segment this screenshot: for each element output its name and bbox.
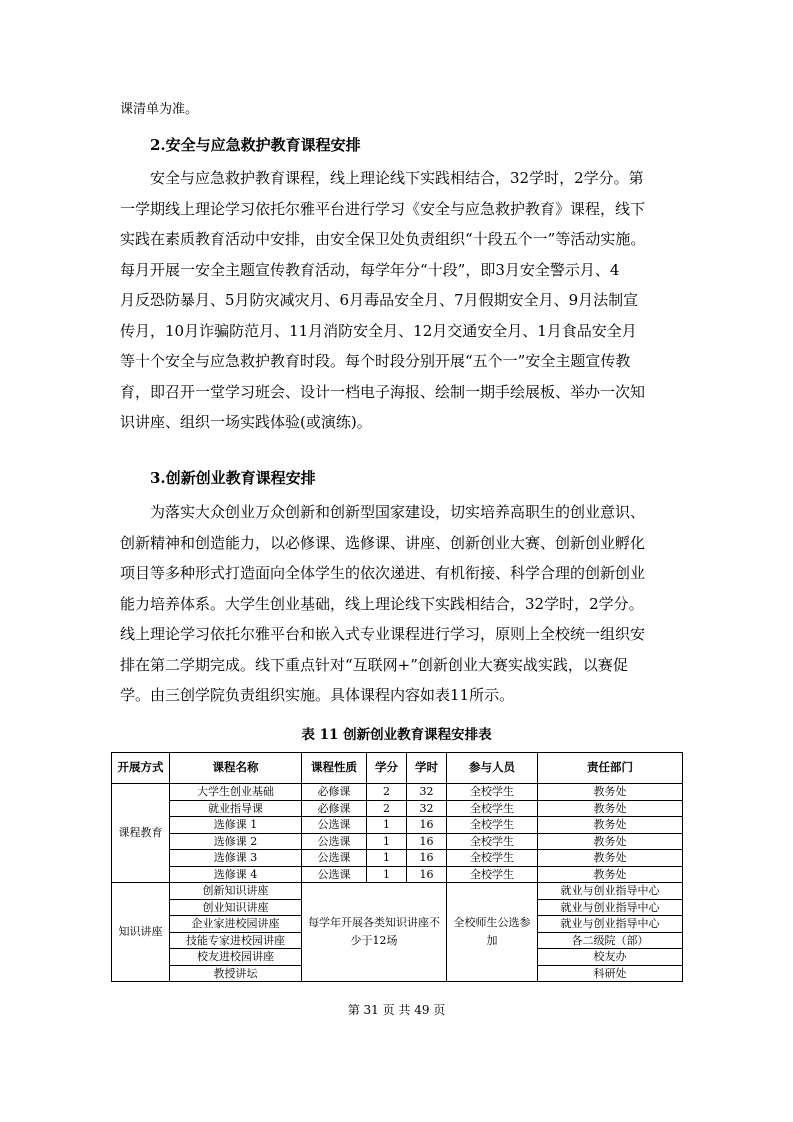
table-cell: 教授讲坛 (170, 965, 302, 982)
paragraph-line: 线上理论学习依托尔雅平台和嵌入式专业课程进行学习，原则上全校统一组织安 (120, 625, 646, 643)
paragraph-line: 为落实大众创业万众创新和创新型国家建设，切实培养高职生的创业意识、 (150, 503, 646, 521)
table-cell: 16 (407, 850, 447, 867)
table-cell: 公选课 (302, 833, 367, 850)
table-cell: 企业家进校园讲座 (170, 916, 302, 933)
table-cell: 就业与创业指导中心 (538, 883, 683, 900)
paragraph-line: 识讲座、组织一场实践体验(或演练)。 (120, 413, 372, 431)
header-cell: 学分 (367, 753, 407, 784)
table-cell: 教务处 (538, 817, 683, 834)
table-cell: 16 (407, 817, 447, 834)
table-cell: 全校学生 (447, 800, 538, 817)
table-cell: 公选课 (302, 850, 367, 867)
table-cell: 就业与创业指导中心 (538, 916, 683, 933)
section-2-paragraph (120, 163, 680, 438)
table-cell: 就业指导课 (170, 800, 302, 817)
header-cell: 课程名称 (170, 753, 302, 784)
table-cell: 就业与创业指导中心 (538, 899, 683, 916)
table-cell: 选修课 1 (170, 817, 302, 834)
table-cell: 选修课 2 (170, 833, 302, 850)
table-cell: 教务处 (538, 833, 683, 850)
table-cell: 16 (407, 833, 447, 850)
paragraph-line: 学。由三创学院负责组织实施。具体课程内容如表11所示。 (120, 686, 515, 704)
paragraph-line: 能力培养体系。大学生创业基础，线上理论线下实践相结合，32学时，2学分。 (120, 594, 644, 613)
table-caption: 表 11 创新创业教育课程安排表 (301, 727, 492, 743)
table-cell: 全校学生 (447, 850, 538, 867)
table-cell: 创业知识讲座 (170, 899, 302, 916)
table-cell: 教务处 (538, 850, 683, 867)
table-row (112, 850, 683, 867)
header-cell: 参与人员 (447, 753, 538, 784)
table-cell: 选修课 3 (170, 850, 302, 867)
table-cell: 技能专家进校园讲座 (170, 932, 302, 949)
section-3-paragraph (120, 497, 680, 711)
group-label-cell: 课程教育 (112, 784, 170, 883)
table-row (112, 883, 683, 900)
table-cell: 公选课 (302, 866, 367, 883)
paragraph-line: 一学期线上理论学习依托尔雅平台进行学习《安全与应急救护教育》课程，线下 (120, 199, 646, 218)
table-cell: 2 (367, 784, 407, 801)
table-cell: 全校学生 (447, 817, 538, 834)
table-cell: 1 (367, 833, 407, 850)
table-cell: 大学生创业基础 (170, 784, 302, 801)
table-row (112, 800, 683, 817)
table-row (112, 833, 683, 850)
table-header-row (112, 753, 683, 784)
paragraph-line: 安全与应急救护教育课程，线上理论线下实践相结合，32学时，2学分。第 (150, 169, 644, 187)
table-cell: 16 (407, 866, 447, 883)
page-footer: 第 31 页 共 49 页 (347, 1003, 446, 1017)
merged-nature-cell: 每学年开展各类知识讲座不少于12场 (302, 883, 447, 982)
table-cell: 2 (367, 800, 407, 817)
top-line: 课清单为准。 (120, 102, 199, 117)
merged-people-cell: 全校师生公选参加 (447, 883, 538, 982)
table-cell: 必修课 (302, 800, 367, 817)
table-cell: 1 (367, 817, 407, 834)
section-2-title: 2.安全与应急救护教育课程安排 (150, 136, 361, 154)
table-cell: 全校学生 (447, 784, 538, 801)
table-cell: 全校学生 (447, 833, 538, 850)
table-cell: 全校学生 (447, 866, 538, 883)
paragraph-line: 创新精神和创造能力，以必修课、选修课、讲座、创新创业大赛、创新创业孵化 (120, 533, 646, 552)
paragraph-line: 每月开展一安全主题宣传教育活动，每学年分“十段”，即3月安全警示月、4 (120, 260, 620, 279)
paragraph-line: 实践在素质教育活动中安排，由安全保卫处负责组织“十段五个一”等活动实施。 (120, 230, 646, 248)
table-cell: 各二级院（部） (538, 932, 683, 949)
header-cell: 开展方式 (112, 753, 170, 784)
table-cell: 校友办 (538, 949, 683, 966)
table-cell: 科研处 (538, 965, 683, 982)
table-cell: 教务处 (538, 800, 683, 817)
table-cell: 校友进校园讲座 (170, 949, 302, 966)
table-cell: 1 (367, 866, 407, 883)
table-cell: 32 (407, 784, 447, 801)
paragraph-line: 育，即召开一堂学习班会、设计一档电子海报、绘制一期手绘展板、举办一次知 (120, 382, 646, 401)
course-schedule-table (111, 752, 683, 982)
paragraph-line: 项目等多种形式打造面向全体学生的依次递进、有机衔接、科学合理的创新创业 (120, 564, 646, 582)
header-cell: 责任部门 (538, 753, 683, 784)
header-cell: 课程性质 (302, 753, 367, 784)
paragraph-line: 传月，10月诈骗防范月、11月消防安全月、12月交通安全月、1月食品安全月 (120, 321, 637, 340)
table-row (112, 817, 683, 834)
table-cell: 1 (367, 850, 407, 867)
table-cell: 选修课 4 (170, 866, 302, 883)
paragraph-line: 排在第二学期完成。线下重点针对“互联网+”创新创业大赛实战实践，以赛促 (120, 655, 628, 674)
table-cell: 教务处 (538, 784, 683, 801)
table-row (112, 784, 683, 801)
paragraph-line: 月反恐防暴月、5月防灾减灾月、6月毒品安全月、7月假期安全月、9月法制宣 (120, 291, 639, 309)
table-cell: 教务处 (538, 866, 683, 883)
table-cell: 32 (407, 800, 447, 817)
table-cell: 创新知识讲座 (170, 883, 302, 900)
header-cell: 学时 (407, 753, 447, 784)
paragraph-line: 等十个安全与应急救护教育时段。每个时段分别开展“五个一”安全主题宣传教 (120, 352, 631, 370)
section-3-title: 3.创新创业教育课程安排 (150, 469, 316, 487)
table-cell: 公选课 (302, 817, 367, 834)
group-label-cell: 知识讲座 (112, 883, 170, 982)
table-cell: 必修课 (302, 784, 367, 801)
table-row (112, 866, 683, 883)
